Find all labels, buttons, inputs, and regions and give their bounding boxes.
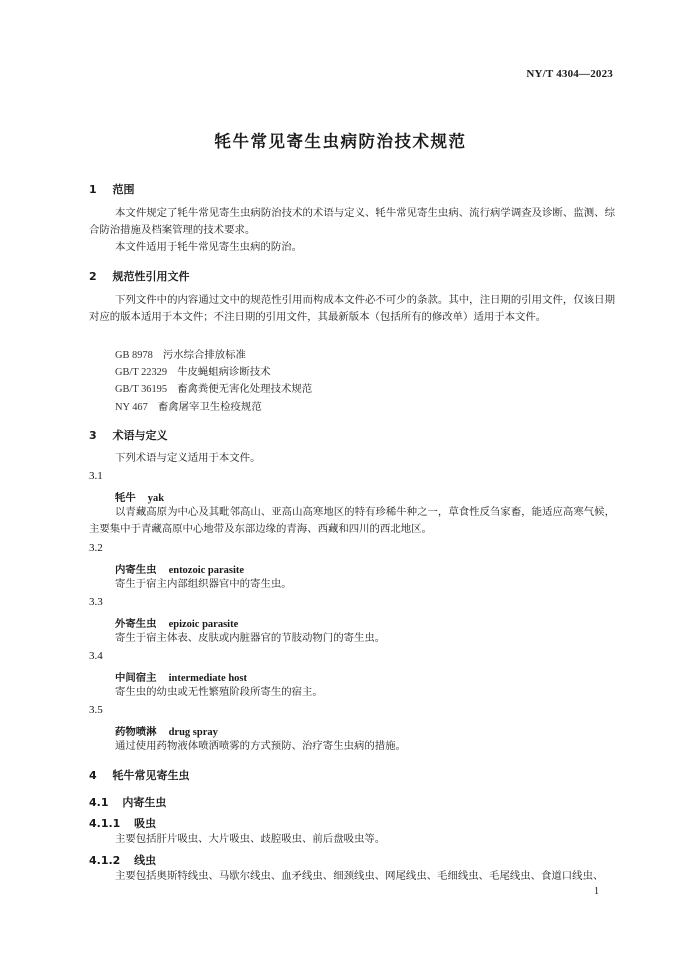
section-2-paragraph-1: 下列文件中的内容通过文中的规范性引用而构成本文件必不可少的条款。其中，注日期的引用文件，仅该日期对应的版本适用于本文件；不注日期的引用文件，其最新版本（包括所有的修改单）适用于本文件。 [89,294,615,323]
term-chinese: 中间宿主 [115,672,157,684]
term-entry [115,723,218,738]
term-chinese: 外寄生虫 [115,618,157,630]
section-number: 4 [89,769,97,782]
term-definition: 寄生于宿主体表、皮肤或内脏器官的节肢动物门的寄生虫。 [115,632,386,644]
section-number: 4.1 [89,796,109,809]
term-definition: 以青藏高原为中心及其毗邻高山、亚高山高寒地区的特有珍稀牛种之一，草食性反刍家畜，能适应高寒气候，主要集中于青藏高原中心地带及东部边缘的青海、西藏和四川的西北地区。 [89,506,615,535]
page-number: 1 [594,886,599,897]
section-number: 3 [89,429,97,442]
clause-number: 3.4 [89,650,103,662]
section-number: 1 [89,183,97,196]
section-4-heading [89,767,190,783]
term-chinese: 药物喷淋 [115,726,157,738]
subsection-4-1-heading [89,794,166,810]
term-entry [115,561,244,576]
reference-title: 污水综合排放标准 [162,349,246,361]
subsection-4-1-2-paragraph: 主要包括奥斯特线虫、马歇尔线虫、血矛线虫、细颈线虫、网尾线虫、毛细线虫、毛尾线虫、食道口线虫、 [115,870,604,882]
term-english: yak [147,493,165,504]
reference-item [115,380,312,395]
section-1-paragraph-2: 本文件适用于牦牛常见寄生虫病的防治。 [115,241,303,253]
term-definition: 寄生虫的幼虫或无性繁殖阶段所寄生的宿主。 [115,686,323,698]
section-title: 内寄生虫 [122,796,167,809]
clause-number: 3.3 [89,596,103,608]
subsection-4-1-2-heading [89,852,156,868]
section-1-heading [89,181,135,197]
term-entry [115,669,247,684]
section-number: 4.1.2 [89,854,121,867]
section-number: 2 [89,270,97,283]
clause-number: 3.5 [89,704,103,716]
term-definition: 寄生于宿主内部组织器官中的寄生虫。 [115,578,292,590]
document-title: 牦牛常见寄生虫病防治技术规范 [214,132,467,151]
reference-code: NY 467 [115,402,148,413]
reference-title: 牛皮蝇蛆病诊断技术 [177,366,271,378]
term-definition: 通过使用药物液体喷洒喷雾的方式预防、治疗寄生虫病的措施。 [115,740,406,752]
standard-number: NY/T 4304—2023 [526,68,613,80]
section-title: 牦牛常见寄生虫 [112,769,190,782]
reference-item [115,363,271,378]
section-number: 4.1.1 [89,817,121,830]
section-title: 吸虫 [134,817,157,830]
reference-code: GB 8978 [115,350,153,361]
section-title: 范围 [112,183,135,196]
section-title: 规范性引用文件 [112,270,190,283]
reference-code: GB/T 22329 [115,367,168,378]
term-english: intermediate host [168,673,248,684]
term-english: entozoic parasite [168,565,245,576]
reference-title: 畜禽屠宰卫生检疫规范 [157,401,262,413]
section-title: 术语与定义 [112,429,168,442]
clause-number: 3.1 [89,470,103,482]
section-2-heading [89,268,190,284]
subsection-4-1-1-paragraph: 主要包括肝片吸虫、大片吸虫、歧腔吸虫、前后盘吸虫等。 [115,833,386,845]
reference-item [115,346,246,361]
reference-title: 畜禽粪便无害化处理技术规范 [177,383,313,395]
term-chinese: 牦牛 [115,492,136,504]
term-english: epizoic parasite [168,619,239,630]
section-3-heading [89,427,168,443]
section-3-paragraph-1: 下列术语与定义适用于本文件。 [115,452,261,464]
reference-code: GB/T 36195 [115,384,168,395]
section-1-paragraph-1: 本文件规定了牦牛常见寄生虫病防治技术的术语与定义、牦牛常见寄生虫病、流行病学调查及诊断、监测、综合防治措施及档案管理的技术要求。 [89,207,615,236]
section-title: 线虫 [134,854,157,867]
subsection-4-1-1-heading [89,815,156,831]
clause-number: 3.2 [89,542,103,554]
term-chinese: 内寄生虫 [115,564,157,576]
reference-item [115,398,262,413]
term-entry [115,489,164,504]
term-english: drug spray [168,727,218,738]
term-entry [115,615,238,630]
